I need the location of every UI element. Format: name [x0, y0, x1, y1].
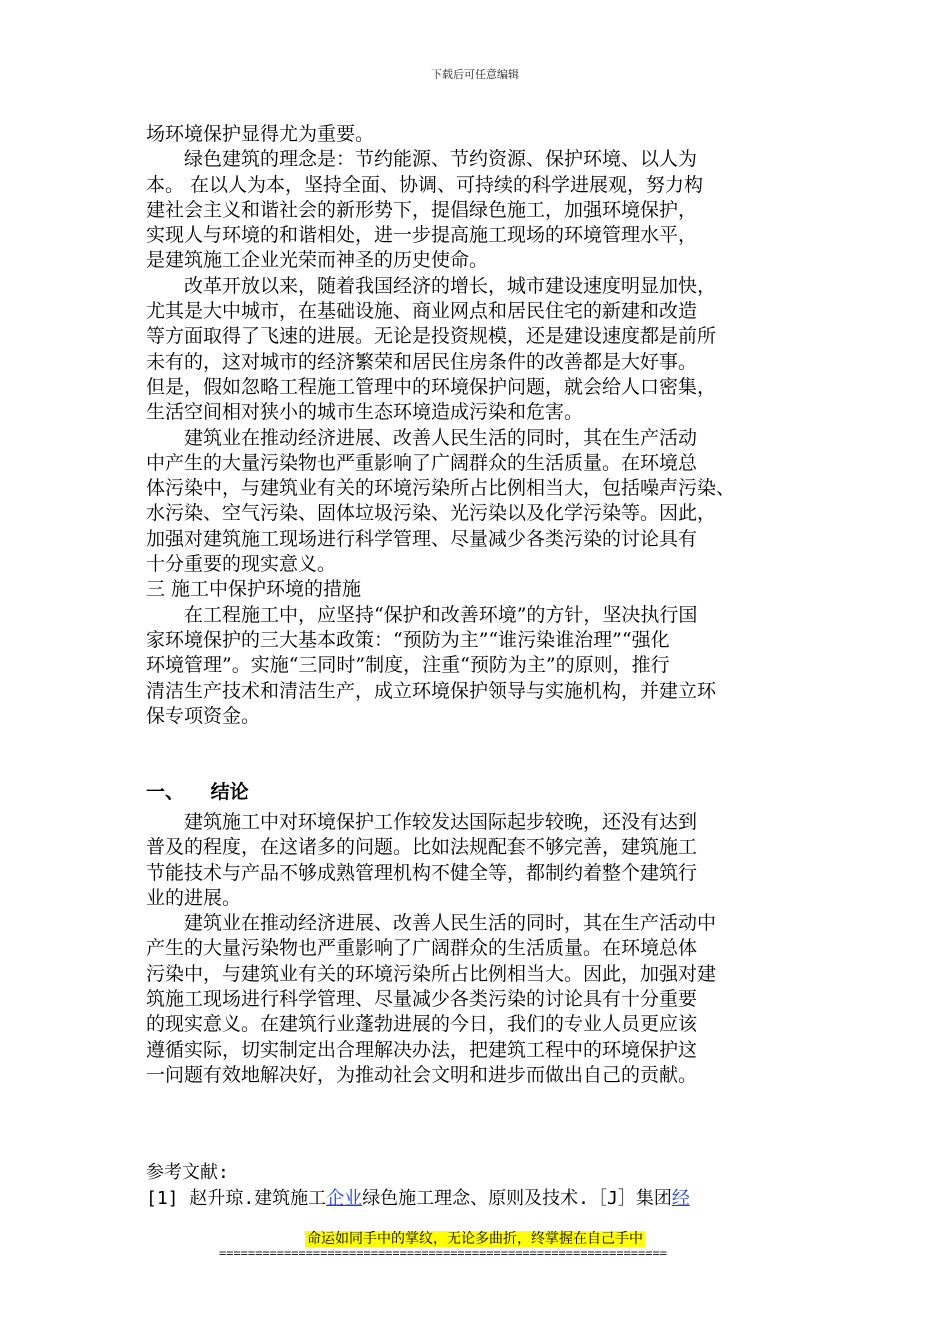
- text-line: 产生的大量污染物也严重影响了广阔群众的生活质量。在环境总体: [146, 937, 698, 960]
- section-heading: [146, 777, 249, 804]
- text-line: 家环境保护的三大基本政策：“预防为主”“谁污染谁治理”“强化: [146, 628, 670, 651]
- text-line: 中产生的大量污染物也严重影响了广阔群众的生活质量。在环境总: [146, 451, 698, 474]
- text-line: 筑施工现场进行科学管理、尽量减少各类污染的讨论具有十分重要: [146, 988, 698, 1011]
- text-line: 绿色建筑的理念是：节约能源、节约资源、保护环境、以人为: [146, 148, 698, 171]
- text-line: 节能技术与产品不够成熟管理机构不健全等，都制约着整个建筑行: [146, 861, 698, 884]
- text-line: 三 施工中保护环境的措施: [146, 578, 362, 601]
- text-line: 水污染、空气污染、固体垃圾污染、光污染以及化学污染等。因此，: [146, 502, 717, 525]
- text-line: 建筑业在推动经济进展、改善人民生活的同时，其在生产活动: [146, 426, 698, 449]
- body-text-block-2: [146, 810, 826, 1088]
- text-line: 体污染中，与建筑业有关的环境污染所占比例相当大，包括噪声污染、: [146, 477, 736, 500]
- text-line: 改革开放以来，随着我国经济的增长，城市建设速度明显加快，: [146, 274, 717, 297]
- text-line: 遵循实际，切实制定出合理解决办法，把建筑工程中的环境保护这: [146, 1038, 698, 1061]
- text-line: 本。 在以人为本，坚持全面、协调、可持续的科学进展观，努力构: [146, 173, 704, 196]
- text-line: 清洁生产技术和清洁生产，成立环境保护领导与实施机构，并建立环: [146, 679, 717, 702]
- footer-divider: ==============================================================: [219, 1246, 667, 1260]
- text-line: 环境管理”。实施“三同时”制度，注重“预防为主”的原则，推行: [146, 654, 670, 677]
- text-line: 等方面取得了飞速的进展。无论是投资规模，还是建设速度都是前所: [146, 325, 717, 348]
- section-title-text: 结论: [210, 781, 249, 803]
- footer-motto-text: 命运如同手中的掌纹，无论多曲折，终掌握在自己手中: [307, 1231, 643, 1247]
- text-line: 的现实意义。在建筑行业蓬勃进展的今日，我们的专业人员更应该: [146, 1013, 698, 1036]
- text-line: 尤其是大中城市，在基础设施、商业网点和居民住宅的新建和改造: [146, 300, 698, 323]
- text-line: 场环境保护显得尤为重要。: [146, 123, 375, 145]
- text-line: 业的进展。: [146, 886, 242, 909]
- text-line: 实现人与环境的和谐相处，进一步提高施工现场的环境管理水平，: [146, 224, 698, 247]
- body-text-block-1: [146, 122, 826, 729]
- text-line: 加强对建筑施工现场进行科学管理、尽量减少各类污染的讨论具有: [146, 527, 698, 550]
- text-line: 普及的程度，在这诸多的问题。比如法规配套不够完善，建筑施工: [146, 836, 698, 859]
- reference-item-1-prefix: [1] 赵升琼.建筑施工: [146, 1188, 327, 1209]
- footer-motto: [0, 1228, 950, 1248]
- references: [146, 1160, 690, 1212]
- text-line: 未有的，这对城市的经济繁荣和居民住房条件的改善都是大好事。: [146, 350, 698, 373]
- reference-item-1: [146, 1186, 690, 1212]
- text-line: 但是，假如忽略工程施工管理中的环境保护问题，就会给人口密集，: [146, 375, 717, 398]
- text-line: 在工程施工中，应坚持“保护和改善环境”的方针，坚决执行国: [146, 603, 698, 626]
- text-line: 保专项资金。: [146, 704, 261, 727]
- text-line: 建筑业在推动经济进展、改善人民生活的同时，其在生产活动中: [146, 912, 717, 935]
- reference-link-economy[interactable]: 经: [671, 1188, 690, 1209]
- reference-item-1-middle: 绿色施工理念、原则及技术.［J］集团: [362, 1188, 672, 1209]
- text-line: 十分重要的现实意义。: [146, 553, 337, 576]
- text-line: 建筑施工中对环境保护工作较发达国际起步较晚，还没有达到: [146, 811, 698, 833]
- text-line: 建社会主义和谐社会的新形势下，提倡绿色施工，加强环境保护，: [146, 198, 698, 221]
- text-line: 一问题有效地解决好，为推动社会文明和进步而做出自己的贡献。: [146, 1063, 698, 1086]
- text-line: 是建筑施工企业光荣而神圣的历史使命。: [146, 249, 489, 272]
- section-number: 一、: [146, 781, 185, 803]
- reference-link-enterprise[interactable]: 企业: [326, 1188, 363, 1209]
- page-header-note: 下载后可任意编辑: [431, 68, 519, 81]
- text-line: 生活空间相对狭小的城市生态环境造成污染和危害。: [146, 401, 584, 424]
- references-heading: 参考文献:: [146, 1162, 229, 1183]
- text-line: 污染中，与建筑业有关的环境污染所占比例相当大。因此，加强对建: [146, 962, 717, 985]
